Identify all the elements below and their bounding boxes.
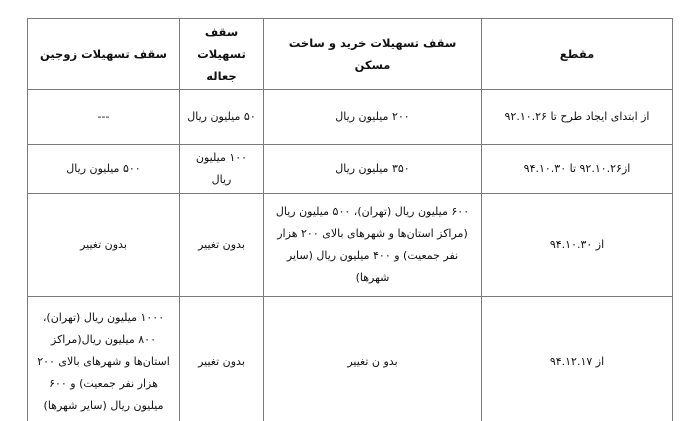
- header-purchase-construction-ceiling: سقف تسهیلات خرید و ساخت مسکن: [264, 19, 482, 90]
- cell-period: از ۹۴.۱۰.۳۰: [482, 194, 673, 297]
- cell-period: از ابتدای ایجاد طرح تا ۹۲.۱۰.۲۶: [482, 90, 673, 145]
- cell-jaale: بدون تغییر: [180, 194, 264, 297]
- table-row: [28, 145, 673, 194]
- cell-jaale: ۱۰۰ میلیون ریال: [180, 145, 264, 194]
- table-row: [28, 194, 673, 297]
- cell-couples: ۵۰۰ میلیون ریال: [28, 145, 180, 194]
- header-couples-ceiling: سقف تسهیلات زوجین: [28, 19, 180, 90]
- header-jaale-ceiling: سقف تسهیلات جعاله: [180, 19, 264, 90]
- table-row: [28, 297, 673, 421]
- loan-ceiling-table: [27, 18, 673, 421]
- header-period: مقطع: [482, 19, 673, 90]
- cell-purchase-construction: بدو ن تغییر: [264, 297, 482, 421]
- cell-period: از ۹۴.۱۲.۱۷: [482, 297, 673, 421]
- table-header-row: [28, 19, 673, 90]
- cell-jaale: ۵۰ میلیون ریال: [180, 90, 264, 145]
- cell-couples: بدون تغییر: [28, 194, 180, 297]
- table-row: [28, 90, 673, 145]
- cell-purchase-construction: ۲۰۰ میلیون ریال: [264, 90, 482, 145]
- cell-couples: ۱۰۰۰ میلیون ریال (تهران)، ۸۰۰ میلیون ریال(مراکز استان‌ها و شهرهای بالای ۲۰۰ هزار نفر جمعیت) و ۶۰۰ میلیون ریال (سایر شهرها): [28, 297, 180, 421]
- cell-couples: ---: [28, 90, 180, 145]
- cell-purchase-construction: ۶۰۰ میلیون ریال (تهران)، ۵۰۰ میلیون ریال (مراکز استان‌ها و شهرهای بالای ۲۰۰ هزار نفر جمعیت) و ۴۰۰ میلیون ریال (سایر شهرها): [264, 194, 482, 297]
- cell-jaale: بدون تغییر: [180, 297, 264, 421]
- cell-period: از۹۲.۱۰.۲۶ تا ۹۴.۱۰.۳۰: [482, 145, 673, 194]
- cell-purchase-construction: ۳۵۰ میلیون ریال: [264, 145, 482, 194]
